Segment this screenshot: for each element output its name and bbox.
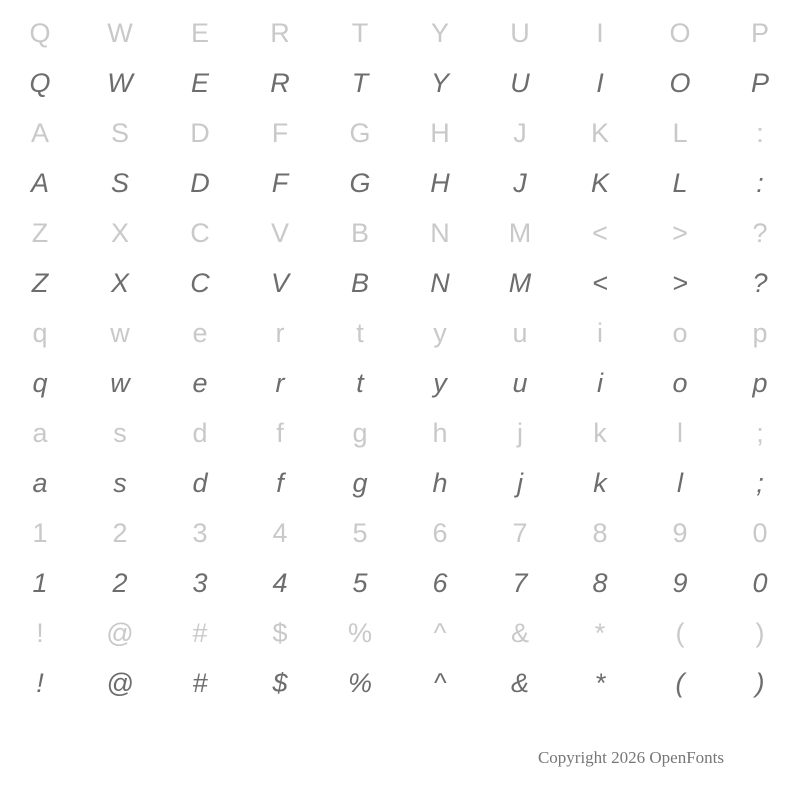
- glyph-cell: 5: [352, 567, 368, 598]
- glyph-cell: 9: [672, 517, 688, 548]
- glyph-cell: i: [597, 367, 603, 398]
- glyph-cell: w: [110, 367, 130, 398]
- glyph-cell: G: [349, 167, 371, 198]
- glyph-cell: D: [190, 167, 210, 198]
- glyph-cell: 9: [672, 567, 688, 598]
- glyph-cell: U: [510, 17, 530, 48]
- glyph-cell: h: [432, 467, 448, 498]
- glyph-cell: $: [272, 617, 288, 648]
- glyph-cell: M: [508, 267, 532, 298]
- glyph-cell: R: [270, 17, 290, 48]
- glyph-cell: Q: [29, 67, 51, 98]
- glyph-cell: q: [32, 317, 48, 348]
- glyph-cell: V: [270, 217, 289, 248]
- glyph-cell: 1: [32, 517, 48, 548]
- glyph-cell: s: [113, 417, 127, 448]
- glyph-cell: ?: [752, 267, 768, 298]
- glyph-cell: F: [271, 167, 289, 198]
- glyph-row: [0, 558, 800, 608]
- glyph-cell: I: [596, 17, 604, 48]
- glyph-cell: W: [107, 17, 133, 48]
- glyph-row: [0, 508, 800, 558]
- glyph-row: [0, 208, 800, 258]
- glyph-row: [0, 658, 800, 708]
- glyph-cell: !: [36, 667, 44, 698]
- glyph-cell: >: [672, 217, 688, 248]
- glyph-cell: R: [270, 67, 290, 98]
- glyph-cell: N: [430, 267, 450, 298]
- glyph-row: [0, 58, 800, 108]
- glyph-cell: 8: [592, 567, 608, 598]
- copyright-notice: Copyright 2026 OpenFonts: [537, 748, 724, 767]
- glyph-cell: ?: [752, 217, 768, 248]
- glyph-cell: B: [350, 217, 369, 248]
- glyph-cell: $: [272, 667, 288, 698]
- glyph-cell: @: [106, 617, 134, 648]
- glyph-cell: O: [669, 17, 691, 48]
- glyph-cell: H: [430, 117, 450, 148]
- glyph-row: [0, 458, 800, 508]
- glyph-cell: j: [517, 417, 523, 448]
- glyph-cell: p: [752, 317, 768, 348]
- glyph-cell: @: [106, 667, 134, 698]
- glyph-row: [0, 8, 800, 58]
- glyph-cell: q: [32, 367, 48, 398]
- glyph-cell: E: [190, 17, 209, 48]
- glyph-cell: E: [190, 67, 209, 98]
- glyph-cell: r: [275, 367, 285, 398]
- glyph-cell: H: [430, 167, 450, 198]
- glyph-cell: u: [512, 367, 528, 398]
- glyph-cell: 3: [192, 567, 208, 598]
- glyph-cell: #: [192, 617, 208, 648]
- glyph-cell: l: [677, 467, 683, 498]
- glyph-cell: k: [593, 417, 607, 448]
- glyph-cell: 1: [32, 567, 48, 598]
- glyph-cell: (: [675, 617, 685, 648]
- glyph-cell: S: [110, 117, 129, 148]
- glyph-cell: !: [36, 617, 44, 648]
- glyph-cell: L: [672, 167, 688, 198]
- glyph-cell: C: [190, 217, 210, 248]
- glyph-cell: P: [750, 67, 769, 98]
- glyph-cell: Z: [31, 217, 49, 248]
- glyph-cell: %: [347, 667, 372, 698]
- glyph-cell: *: [594, 667, 606, 698]
- glyph-cell: >: [672, 267, 688, 298]
- glyph-cell: h: [432, 417, 448, 448]
- glyph-cell: 4: [272, 567, 288, 598]
- glyph-cell: *: [594, 617, 606, 648]
- glyph-cell: e: [192, 317, 208, 348]
- glyph-cell: 4: [272, 517, 288, 548]
- glyph-cell: j: [517, 467, 523, 498]
- glyph-cell: ;: [756, 467, 764, 498]
- glyph-cell: 3: [192, 517, 208, 548]
- glyph-cell: 6: [432, 517, 448, 548]
- glyph-cell: Z: [31, 267, 49, 298]
- glyph-cell: :: [756, 117, 764, 148]
- glyph-cell: Q: [29, 17, 51, 48]
- glyph-cell: k: [593, 467, 607, 498]
- glyph-cell: f: [276, 417, 284, 448]
- glyph-row: [0, 608, 800, 658]
- glyph-cell: T: [351, 17, 369, 48]
- glyph-cell: t: [356, 367, 364, 398]
- glyph-cell: W: [107, 67, 133, 98]
- glyph-cell: J: [513, 167, 527, 198]
- glyph-cell: o: [672, 367, 688, 398]
- glyph-cell: <: [592, 267, 608, 298]
- glyph-cell: p: [752, 367, 768, 398]
- glyph-cell: K: [590, 167, 609, 198]
- glyph-cell: d: [192, 417, 208, 448]
- glyph-row: [0, 358, 800, 408]
- glyph-cell: Y: [430, 17, 449, 48]
- glyph-cell: ^: [433, 617, 447, 648]
- glyph-cell: M: [508, 217, 532, 248]
- glyph-cell: X: [110, 267, 129, 298]
- glyph-cell: T: [351, 67, 369, 98]
- glyph-cell: P: [750, 17, 769, 48]
- glyph-cell: s: [113, 467, 127, 498]
- glyph-cell: A: [30, 167, 49, 198]
- glyph-cell: 2: [112, 517, 128, 548]
- glyph-cell: i: [597, 317, 603, 348]
- glyph-cell: 7: [512, 567, 528, 598]
- glyph-cell: ): [755, 617, 765, 648]
- glyph-cell: e: [192, 367, 208, 398]
- glyph-cell: Y: [430, 67, 449, 98]
- glyph-cell: l: [677, 417, 683, 448]
- glyph-cell: 8: [592, 517, 608, 548]
- glyph-cell: #: [192, 667, 208, 698]
- glyph-cell: &: [510, 617, 529, 648]
- glyph-cell: <: [592, 217, 608, 248]
- glyph-cell: 2: [112, 567, 128, 598]
- glyph-cell: B: [350, 267, 369, 298]
- glyph-cell: 0: [752, 517, 768, 548]
- glyph-cell: g: [352, 417, 368, 448]
- glyph-cell: (: [675, 667, 685, 698]
- glyph-cell: I: [596, 67, 604, 98]
- glyph-cell: S: [110, 167, 129, 198]
- glyph-row: [0, 408, 800, 458]
- glyph-cell: a: [32, 467, 48, 498]
- glyph-cell: D: [190, 117, 210, 148]
- glyph-cell: A: [30, 117, 49, 148]
- glyph-cell: ^: [433, 667, 447, 698]
- glyph-cell: C: [190, 267, 210, 298]
- glyph-cell: g: [352, 467, 368, 498]
- glyph-cell: V: [270, 267, 289, 298]
- glyph-row: [0, 158, 800, 208]
- glyph-cell: 5: [352, 517, 368, 548]
- glyph-row: [0, 108, 800, 158]
- glyph-cell: O: [669, 67, 691, 98]
- glyph-cell: K: [590, 117, 609, 148]
- glyph-cell: ): [755, 667, 765, 698]
- glyph-cell: L: [672, 117, 688, 148]
- glyph-cell: ;: [756, 417, 764, 448]
- glyph-cell: &: [510, 667, 529, 698]
- glyph-cell: t: [356, 317, 364, 348]
- glyph-cell: %: [347, 617, 372, 648]
- glyph-cell: U: [510, 67, 530, 98]
- glyph-cell: N: [430, 217, 450, 248]
- glyph-cell: F: [271, 117, 289, 148]
- glyph-row: [0, 258, 800, 308]
- glyph-cell: 6: [432, 567, 448, 598]
- glyph-cell: r: [275, 317, 285, 348]
- glyph-cell: G: [349, 117, 371, 148]
- glyph-cell: 7: [512, 517, 528, 548]
- glyph-cell: y: [433, 367, 447, 398]
- glyph-cell: w: [110, 317, 130, 348]
- glyph-row: [0, 308, 800, 358]
- glyph-cell: 0: [752, 567, 768, 598]
- glyph-cell: y: [433, 317, 447, 348]
- glyph-cell: f: [276, 467, 284, 498]
- glyph-cell: :: [756, 167, 764, 198]
- glyph-cell: a: [32, 417, 48, 448]
- glyph-cell: J: [513, 117, 527, 148]
- glyph-cell: d: [192, 467, 208, 498]
- glyph-cell: o: [672, 317, 688, 348]
- glyph-cell: u: [512, 317, 528, 348]
- glyph-cell: X: [110, 217, 129, 248]
